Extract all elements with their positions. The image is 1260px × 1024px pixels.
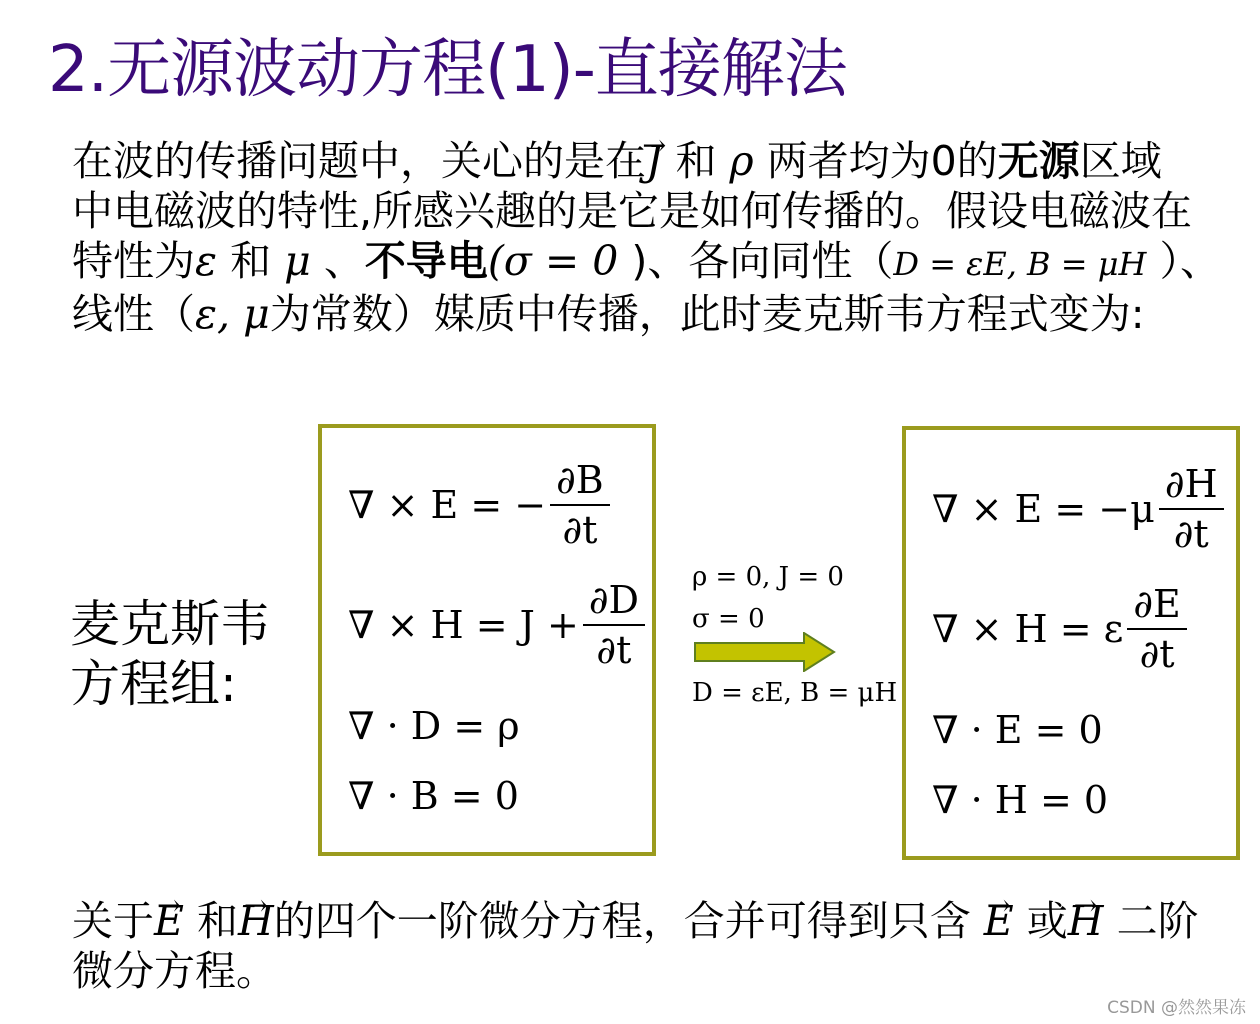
conclusion-line-2: 微分方程。 [72, 947, 277, 995]
sigma-condition: (σ = 0 [487, 237, 619, 285]
source-free-bold: 无源 [997, 137, 1080, 185]
conclusion-line-1: 关于→ E 和→ H的四个一阶微分方程，合并可得到只含 → E 或→ H 二阶 [72, 896, 1242, 946]
maxwell-label [70, 594, 270, 714]
eps-mu-symbols: ε, μ [195, 290, 270, 338]
page-title: 2.无源波动方程(1)-直接解法 [48, 33, 847, 107]
left-eq-div-B: ∇ · B = 0 [348, 774, 519, 818]
intro-line-2: 中电磁波的特性,所感兴趣的是它是如何传播的。假设电磁波在 [72, 187, 1193, 235]
right-eq-div-E: ∇ · E = 0 [932, 708, 1103, 752]
nonconductive-bold: 不导电 [364, 237, 488, 285]
left-eq-div-D: ∇ · D = ρ [348, 704, 520, 748]
maxwell-label-line2: 方程组: [70, 655, 237, 713]
maxwell-equations-box [318, 424, 656, 856]
conclusion-paragraph [72, 896, 1242, 996]
intro-line-4: 线性（ε, μ为常数）媒质中传播，此时麦克斯韦方程式变为: [72, 290, 1145, 338]
constitutive-relations: D = εE, B = μH [893, 245, 1147, 283]
right-eq-curl-E: ∇ × E = −μ $\frac{\partial H}{\partial t}$ [932, 462, 1228, 556]
intro-line-3: 特性为ε 和 μ 、不导电(σ = 0 )、各向同性（D = εE, B = μH ）、 [72, 237, 1221, 285]
maxwell-label-line1: 麦克斯韦 [70, 595, 270, 653]
condition-constitutive: D = εE, B = μH [692, 678, 898, 708]
rho-symbol: ρ [729, 137, 754, 185]
right-eq-div-H: ∇ · H = 0 [932, 778, 1109, 822]
intro-paragraph [72, 136, 1242, 339]
watermark: CSDN @然然果冻 [1107, 998, 1246, 1018]
transform-arrow-icon [694, 632, 836, 672]
condition-source-free: ρ = 0, J = 0 [692, 562, 844, 592]
source-free-equations-box [902, 426, 1240, 860]
left-eq-curl-E: ∇ × E = − $\frac{\partial B}{\partial t}$ [348, 458, 614, 552]
J-symbol: → J [646, 136, 662, 186]
eps-symbol: ε [195, 237, 218, 285]
mu-symbol: μ [284, 237, 311, 285]
intro-line-1: 在波的传播问题中，关心的是在→ J 和 ρ 两者均为0的无源区域 [72, 136, 1242, 186]
condition-sigma: σ = 0 [692, 604, 765, 634]
right-eq-curl-H: ∇ × H = ε $\frac{\partial E}{\partial t}$ [932, 582, 1191, 676]
left-eq-curl-H: ∇ × H = J + $\frac{\partial D}{\partial t}$ [348, 578, 649, 672]
